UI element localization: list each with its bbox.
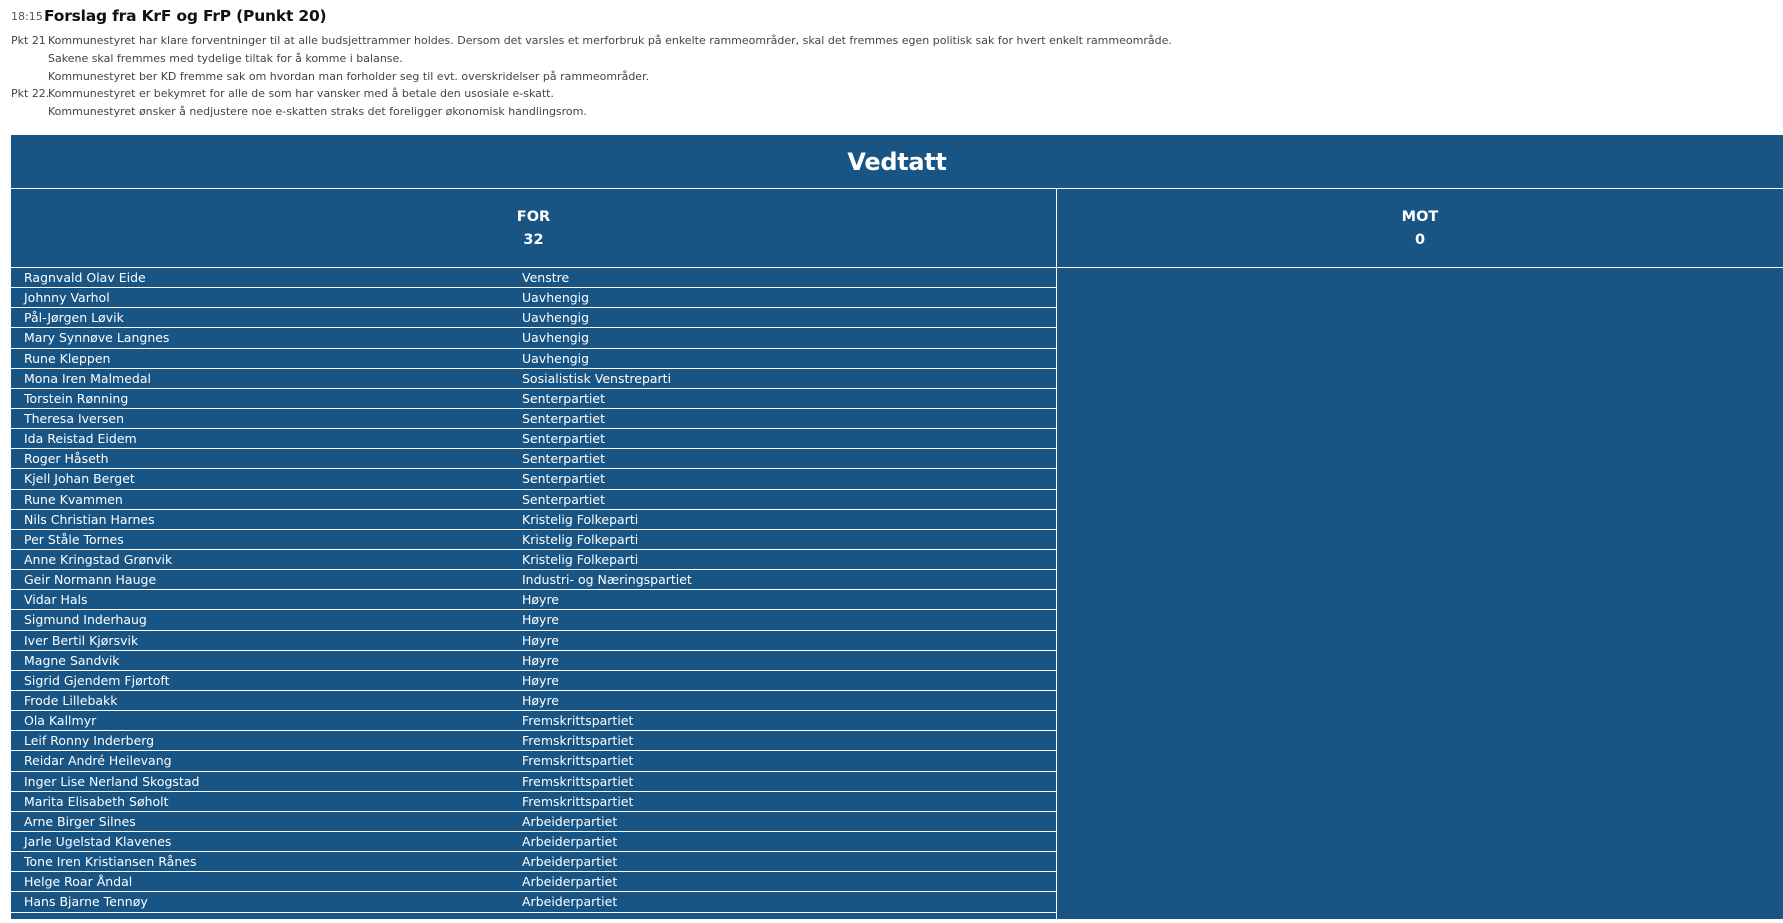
voter-party: Arbeiderpartiet	[522, 894, 618, 910]
voter-party: Uavhengig	[522, 290, 590, 306]
point-text: Kommunestyret er bekymret for alle de som har vansker med å betale den usosiale e-skatt.	[48, 87, 554, 101]
vote-result-label: Vedtatt	[847, 147, 947, 176]
voter-party: Arbeiderpartiet	[522, 854, 618, 870]
voter-name: Vidar Hals	[24, 592, 88, 608]
voter-row	[11, 469, 1056, 489]
proposal-line	[11, 103, 1172, 121]
voter-party: Senterpartiet	[522, 491, 605, 507]
voter-row	[11, 268, 1056, 288]
voter-row	[11, 731, 1056, 751]
voter-row	[11, 872, 1056, 892]
voter-row	[11, 691, 1056, 711]
voter-name: Rune Kleppen	[24, 350, 111, 366]
voter-name: Ola Kallmyr	[24, 713, 97, 729]
voter-party: Uavhengig	[522, 330, 590, 346]
voter-name: Frode Lillebakk	[24, 693, 118, 709]
voter-party: Fremskrittspartiet	[522, 753, 634, 769]
voter-party: Høyre	[522, 652, 559, 668]
voter-row	[11, 651, 1056, 671]
point-number: Pkt 21	[11, 34, 46, 47]
voter-name: Iver Bertil Kjørsvik	[24, 632, 139, 648]
voter-party: Arbeiderpartiet	[522, 834, 618, 849]
voter-row	[11, 288, 1056, 308]
voter-name: Arne Birger Silnes	[24, 813, 136, 829]
voter-name: Nils Christian Harnes	[24, 511, 155, 527]
voter-name: Tone Iren Kristiansen Rånes	[24, 854, 197, 870]
voter-row	[11, 409, 1056, 429]
voter-party: Kristelig Folkeparti	[522, 531, 639, 547]
for-voter-list	[11, 268, 1056, 913]
voter-name: Pål-Jørgen Løvik	[24, 310, 124, 326]
proposal-line	[11, 68, 1172, 86]
vote-result-panel	[11, 135, 1783, 919]
voter-name: Reidar André Heilevang	[24, 753, 172, 769]
voter-row	[11, 751, 1056, 771]
voter-name: Ida Reistad Eidem	[24, 431, 137, 447]
voter-name: Torstein Rønning	[24, 390, 129, 406]
mot-count: 0	[1414, 231, 1426, 248]
voter-row	[11, 550, 1056, 570]
voter-name: Mary Synnøve Langnes	[24, 330, 170, 346]
voter-row	[11, 389, 1056, 409]
column-divider	[1056, 188, 1057, 919]
voter-row	[11, 510, 1056, 530]
voter-row	[11, 530, 1056, 550]
point-number	[11, 103, 48, 121]
voter-party: Uavhengig	[522, 310, 590, 326]
voter-name: Geir Normann Hauge	[24, 572, 157, 588]
voter-name: Ragnvald Olav Eide	[24, 270, 146, 286]
voter-row	[11, 631, 1056, 651]
voter-name: Johnny Varhol	[24, 290, 110, 306]
point-text: Kommunestyret ønsker å nedjustere noe e-skatten straks det foreligger økonomisk handlingsrom.	[48, 105, 587, 119]
voter-row	[11, 892, 1056, 912]
for-label: FOR	[516, 208, 551, 225]
voter-name: Marita Elisabeth Søholt	[24, 793, 169, 809]
voter-row	[11, 671, 1056, 691]
voter-party: Høyre	[522, 612, 559, 628]
for-column-header	[11, 189, 1056, 267]
voter-party: Fremskrittspartiet	[522, 713, 634, 729]
voter-row	[11, 308, 1056, 328]
point-text: Sakene skal fremmes med tydelige tiltak for å komme i balanse.	[48, 51, 403, 65]
agenda-title: Forslag fra KrF og FrP (Punkt 20)	[44, 7, 327, 25]
voter-name: Kjell Johan Berget	[24, 471, 135, 487]
voter-party: Arbeiderpartiet	[522, 874, 618, 890]
voter-row	[11, 349, 1056, 369]
voter-party: Arbeiderpartiet	[522, 813, 618, 829]
voter-name: Helge Roar Åndal	[24, 874, 133, 890]
voter-party: Høyre	[522, 592, 559, 608]
voter-row	[11, 772, 1056, 792]
voter-row	[11, 711, 1056, 731]
voter-party: Høyre	[522, 632, 559, 648]
voter-party: Senterpartiet	[522, 451, 605, 467]
voter-row	[11, 449, 1056, 469]
voter-name: Sigmund Inderhaug	[24, 612, 147, 628]
point-text: Kommunestyret har klare forventninger til at alle budsjettrammer holdes. Dersom det varsles et merforbruk på enkelte rammeområder, skal det fremmes egen politisk sak for hvert enkelt rammeområde.	[48, 34, 1172, 47]
agenda-header	[11, 4, 326, 28]
voter-name: Sigrid Gjendem Fjørtoft	[24, 672, 170, 688]
voter-name: Per Ståle Tornes	[24, 531, 124, 547]
voter-name: Rune Kvammen	[24, 491, 123, 507]
voter-row	[11, 792, 1056, 812]
voter-name: Jarle Ugelstad Klavenes	[24, 834, 172, 849]
point-number: Pkt 22.	[11, 87, 50, 101]
voter-row	[11, 570, 1056, 590]
voter-party: Senterpartiet	[522, 390, 605, 406]
mot-column-header	[1057, 189, 1783, 267]
point-number	[11, 50, 48, 68]
for-count: 32	[523, 231, 544, 248]
voter-row	[11, 328, 1056, 348]
voter-party: Fremskrittspartiet	[522, 793, 634, 809]
voter-party: Uavhengig	[522, 350, 590, 366]
voter-party: Senterpartiet	[522, 471, 605, 487]
voter-row	[11, 590, 1056, 610]
voter-party: Senterpartiet	[522, 411, 605, 427]
voter-name: Magne Sandvik	[24, 652, 120, 668]
voter-party: Venstre	[522, 270, 570, 286]
voter-name: Theresa Iversen	[24, 411, 124, 427]
voter-party: Sosialistisk Venstreparti	[522, 370, 672, 386]
voter-party: Fremskrittspartiet	[522, 733, 634, 749]
voter-party: Kristelig Folkeparti	[522, 552, 639, 568]
point-number	[11, 68, 48, 86]
voter-name: Leif Ronny Inderberg	[24, 733, 155, 749]
voter-party: Høyre	[522, 693, 559, 709]
voter-row	[11, 852, 1056, 872]
voter-row	[11, 490, 1056, 510]
voter-party: Høyre	[522, 672, 559, 688]
voter-name: Inger Lise Nerland Skogstad	[24, 773, 200, 789]
agenda-time: 18:15	[11, 9, 43, 23]
proposal-line	[11, 32, 1172, 50]
point-text: Kommunestyret ber KD fremme sak om hvordan man forholder seg til evt. overskridelser på rammeområder.	[48, 69, 650, 83]
voter-name: Hans Bjarne Tennøy	[24, 894, 148, 910]
proposal-line	[11, 85, 1172, 103]
voter-row	[11, 832, 1056, 852]
voter-row	[11, 610, 1056, 630]
voter-name: Mona Iren Malmedal	[24, 370, 151, 386]
voter-row	[11, 369, 1056, 389]
voter-name: Roger Håseth	[24, 451, 109, 467]
mot-label: MOT	[1401, 208, 1439, 225]
proposal-line	[11, 50, 1172, 68]
voter-party: Industri- og Næringspartiet	[522, 572, 692, 588]
voter-party: Kristelig Folkeparti	[522, 511, 639, 527]
voter-name: Anne Kringstad Grønvik	[24, 552, 173, 568]
voter-row	[11, 812, 1056, 832]
voter-row	[11, 429, 1056, 449]
proposal-points	[11, 32, 1172, 121]
voter-party: Fremskrittspartiet	[522, 773, 634, 789]
voter-party: Senterpartiet	[522, 431, 605, 447]
